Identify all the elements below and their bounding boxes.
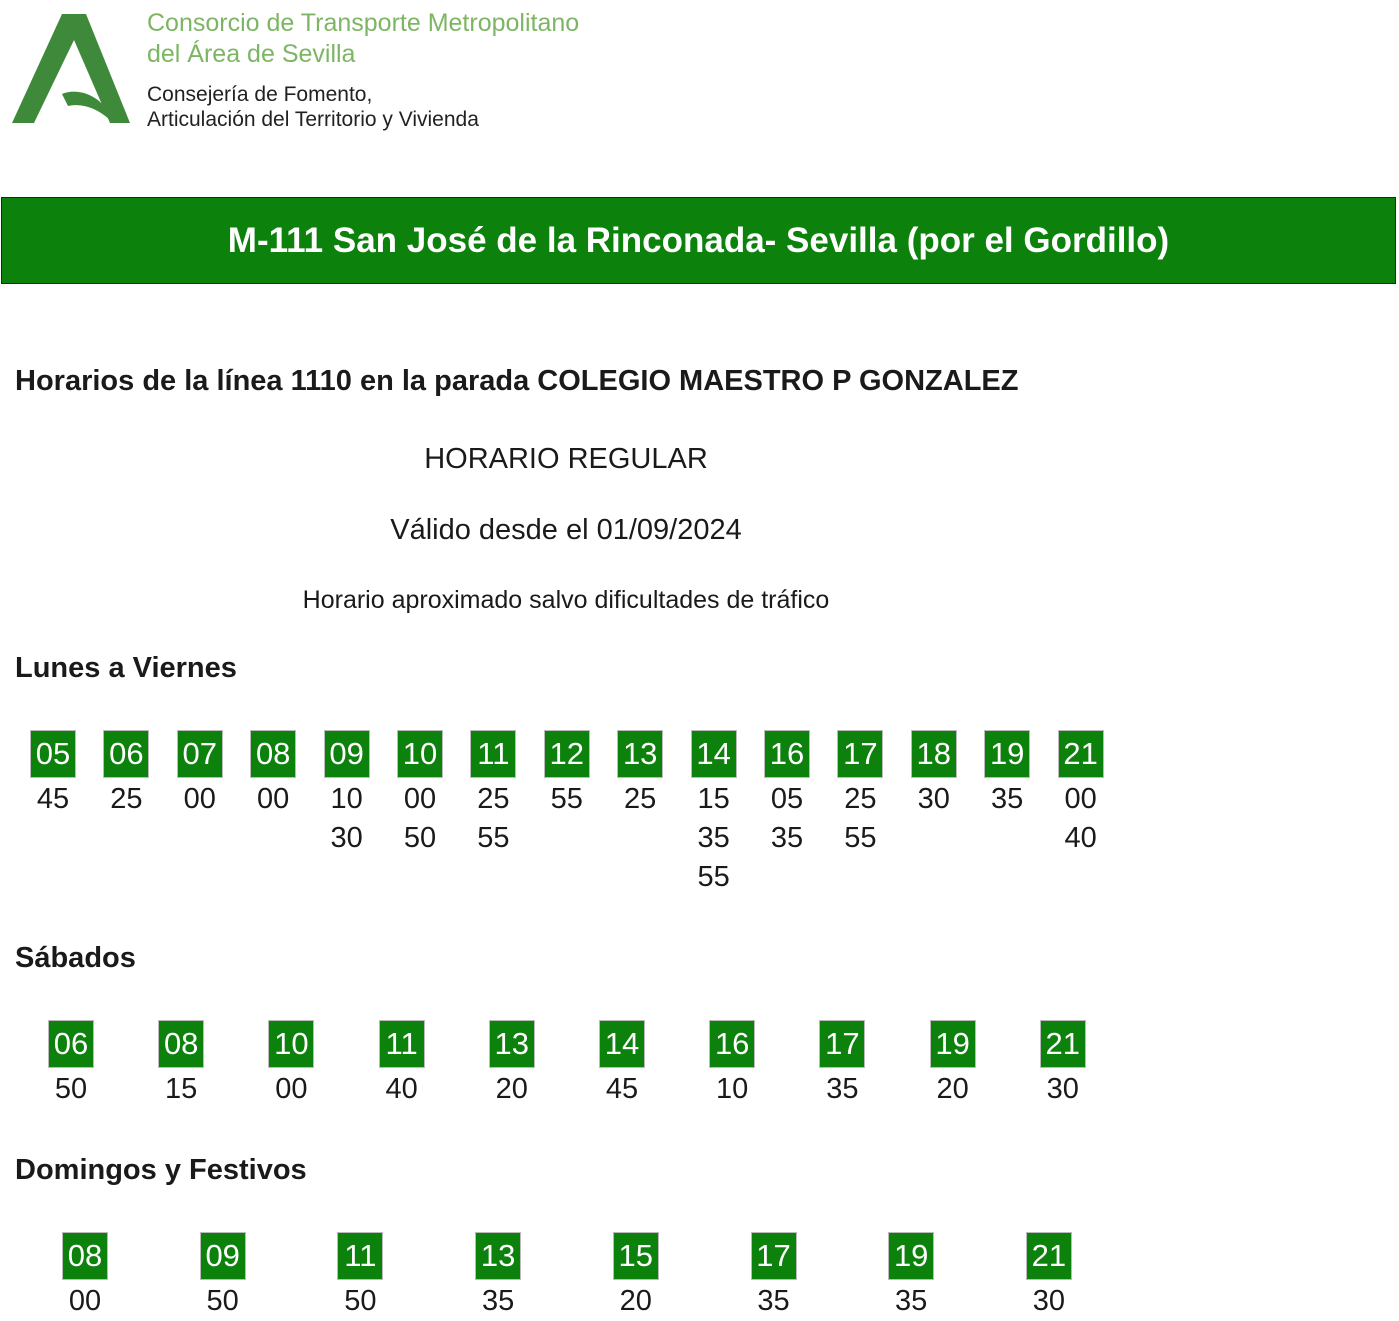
departure-minute: 50 [344,1285,377,1317]
hour-badge: 12 [544,730,590,778]
departure-minute: 20 [936,1073,969,1105]
hour-badge: 05 [30,730,76,778]
hour-column [617,730,663,819]
hour-column [200,1232,246,1321]
hour-badge: 13 [617,730,663,778]
minutes-list [837,780,883,858]
hour-column [103,730,149,819]
hour-badge: 13 [475,1232,521,1280]
hour-column [764,730,810,858]
hour-column [489,1020,535,1109]
hour-column [888,1232,934,1321]
minutes-list [62,1282,108,1321]
hour-column [337,1232,383,1321]
junta-andalucia-logo [12,10,132,126]
departure-minute: 55 [477,822,510,854]
hour-badge: 11 [337,1232,383,1280]
route-title-banner: M-111 San José de la Rinconada- Sevilla (por el Gordillo) [1,197,1396,284]
minutes-list [250,780,296,819]
hour-column [379,1020,425,1109]
departure-minute: 20 [619,1285,652,1317]
hour-column [544,730,590,819]
minutes-list [489,1070,535,1109]
hour-badge: 16 [764,730,810,778]
departure-minute: 55 [697,861,730,893]
hour-column [837,730,883,858]
minutes-list [475,1282,521,1321]
departure-minute: 55 [550,783,583,815]
minutes-list [984,780,1030,819]
hour-column [709,1020,755,1109]
departure-minute: 50 [54,1073,88,1105]
hour-badge: 16 [709,1020,755,1068]
departure-minute: 45 [36,783,70,815]
departure-minute: 40 [1064,822,1097,854]
minutes-list [691,780,737,897]
department-name [147,82,479,132]
departure-minute: 00 [183,783,216,815]
minutes-list [599,1070,645,1109]
hour-badge: 08 [62,1232,108,1280]
minutes-list [158,1070,204,1109]
hour-column [930,1020,976,1109]
minutes-list [103,780,149,819]
hour-column [475,1232,521,1321]
minutes-list [544,780,590,819]
hour-column [751,1232,797,1321]
hour-badge: 11 [379,1020,425,1068]
departure-minute: 35 [770,822,804,854]
departure-minute: 20 [495,1073,528,1105]
hour-column [30,730,76,819]
departure-minute: 35 [481,1285,515,1317]
minutes-list [819,1070,865,1109]
departure-minute: 30 [1046,1073,1079,1105]
hour-column [819,1020,865,1109]
departure-minute: 00 [403,783,437,815]
hour-badge: 19 [888,1232,934,1280]
departure-minute: 55 [844,822,877,854]
departure-minute: 35 [895,1285,928,1317]
departure-minute: 00 [257,783,290,815]
department-line-1: Consejería de Fomento, [147,83,373,106]
stop-heading: Horarios de la línea 1110 en la parada COLEGIO MAESTRO P GONZALEZ [15,365,1019,397]
minutes-list [200,1282,246,1321]
hour-badge: 09 [200,1232,246,1280]
hour-badge: 08 [158,1020,204,1068]
minutes-list [613,1282,659,1321]
minutes-list [177,780,223,819]
hour-badge: 06 [103,730,149,778]
section-title-saturdays: Sábados [15,942,136,974]
minutes-list [470,780,516,858]
hour-badge: 17 [751,1232,797,1280]
departure-minute: 35 [757,1285,790,1317]
minutes-list [709,1070,755,1109]
minutes-list [617,780,663,819]
hour-column [62,1232,108,1321]
departure-minute: 30 [330,822,363,854]
hour-badge: 14 [691,730,737,778]
departure-minute: 30 [917,783,950,815]
traffic-note: Horario aproximado salvo dificultades de tráfico [302,586,830,614]
departure-minute: 00 [275,1073,308,1105]
departure-minute: 30 [1032,1285,1066,1317]
minutes-list [888,1282,934,1321]
consortium-name [147,8,579,70]
hour-badge: 15 [613,1232,659,1280]
departure-minute: 05 [770,783,804,815]
departure-minute: 00 [68,1285,102,1317]
minutes-list [1040,1070,1086,1109]
departure-minute: 25 [624,783,657,815]
departure-minute: 10 [716,1073,749,1105]
hour-column [177,730,223,819]
hour-column [1040,1020,1086,1109]
hour-badge: 13 [489,1020,535,1068]
hour-column [1058,730,1104,858]
minutes-list [48,1070,94,1109]
hour-badge: 17 [819,1020,865,1068]
hour-badge: 19 [930,1020,976,1068]
hour-badge: 06 [48,1020,94,1068]
departure-minute: 35 [826,1073,859,1105]
hour-badge: 21 [1058,730,1104,778]
departure-minute: 10 [330,783,363,815]
hour-badge: 10 [268,1020,314,1068]
hour-badge: 14 [599,1020,645,1068]
minutes-list [30,780,76,819]
section-title-weekdays: Lunes a Viernes [15,652,237,684]
departure-minute: 50 [403,822,437,854]
hour-badge: 21 [1026,1232,1072,1280]
hour-column [324,730,370,858]
consortium-line-2: del Área de Sevilla [147,40,356,68]
minutes-list [751,1282,797,1321]
hour-badge: 09 [324,730,370,778]
hour-column [250,730,296,819]
departure-minute: 45 [605,1073,639,1105]
hour-column [911,730,957,819]
minutes-list [337,1282,383,1321]
hour-column [48,1020,94,1109]
hour-badge: 08 [250,730,296,778]
minutes-list [1026,1282,1072,1321]
minutes-list [324,780,370,858]
hour-column [691,730,737,897]
hour-column [268,1020,314,1109]
schedule-type: HORARIO REGULAR [424,443,708,475]
hour-column [599,1020,645,1109]
minutes-list [1058,780,1104,858]
minutes-list [268,1070,314,1109]
minutes-list [764,780,810,858]
hour-badge: 07 [177,730,223,778]
departure-minute: 25 [110,783,143,815]
section-title-sundays-holidays: Domingos y Festivos [15,1154,307,1186]
departure-minute: 25 [477,783,510,815]
hour-badge: 21 [1040,1020,1086,1068]
hour-badge: 10 [397,730,443,778]
minutes-list [930,1070,976,1109]
hour-column [984,730,1030,819]
hour-badge: 11 [470,730,516,778]
hour-badge: 19 [984,730,1030,778]
hour-column [397,730,443,858]
hour-column [158,1020,204,1109]
minutes-list [397,780,443,858]
departure-minute: 25 [844,783,877,815]
hour-column [470,730,516,858]
consortium-line-1: Consorcio de Transporte Metropolitano [147,9,580,37]
departure-minute: 50 [206,1285,239,1317]
departure-minute: 35 [991,783,1024,815]
departure-minute: 40 [385,1073,418,1105]
minutes-list [911,780,957,819]
departure-minute: 35 [697,822,730,854]
departure-minute: 00 [1064,783,1097,815]
hour-column [613,1232,659,1321]
department-line-2: Articulación del Territorio y Vivienda [147,108,479,131]
hour-badge: 18 [911,730,957,778]
departure-minute: 15 [165,1073,198,1105]
valid-from: Válido desde el 01/09/2024 [390,514,742,546]
hour-badge: 17 [837,730,883,778]
hour-column [1026,1232,1072,1321]
departure-minute: 15 [697,783,730,815]
minutes-list [379,1070,425,1109]
